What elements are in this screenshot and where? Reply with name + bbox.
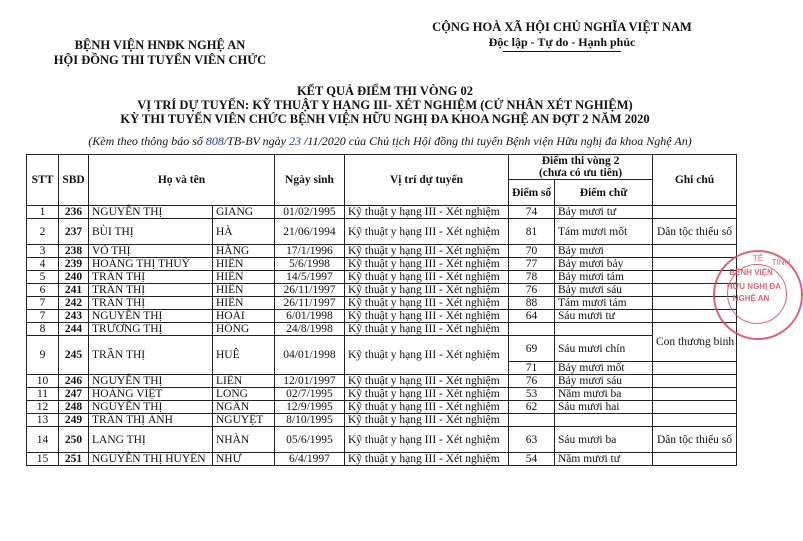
exam-title: KỲ THI TUYỂN VIÊN CHỨC BỆNH VIỆN HỮU NGHỊ ĐA KHOA NGHỆ AN ĐỢT 2 NĂM 2020 (120, 112, 650, 126)
seal-text-line2: HỮU NGHỊ ĐA (726, 282, 782, 291)
cell-last-name: NGUYỄN THỊ (89, 375, 213, 388)
cell-dob: 17/1/1996 (275, 245, 345, 258)
header-stt: STT (27, 155, 59, 206)
cell-score: 70 (509, 245, 555, 258)
seal-text-top-left: TẾ (752, 254, 764, 263)
cell-note (653, 453, 737, 466)
cell-dob: 24/8/1998 (275, 323, 345, 336)
cell-dob: 02/7/1995 (275, 388, 345, 401)
cell-last-name: TRƯƠNG THỊ (89, 323, 213, 336)
cell-position: Kỹ thuật y hạng III - Xét nghiệm (345, 427, 509, 453)
table-row (27, 245, 737, 258)
cell-last-name: NGUYỄN THỊ HUYỀN (89, 453, 213, 466)
cell-first-name: HẰNG (213, 245, 275, 258)
cell-score: 64 (509, 310, 555, 323)
cell-last-name: VÕ THỊ (89, 245, 213, 258)
table-row (27, 284, 737, 297)
cell-first-name: NHÀN (213, 427, 275, 453)
cell-sbd: 251 (59, 453, 89, 466)
cell-score-words: Sáu mươi chín (555, 336, 653, 362)
note-part-1: (Kèm theo thông báo số (88, 134, 206, 148)
organization-header (40, 38, 280, 68)
cell-stt: 2 (27, 219, 59, 245)
cell-sbd: 249 (59, 414, 89, 427)
results-table (26, 154, 737, 466)
cell-note (653, 375, 737, 388)
handwritten-day: 23 (289, 134, 302, 148)
cell-score-words: Bảy mươi mốt (555, 362, 653, 375)
cell-position: Kỹ thuật y hạng III - Xét nghiệm (345, 310, 509, 323)
council-name: HỘI ĐỒNG THI TUYỂN VIÊN CHỨC (53, 53, 267, 67)
cell-score (509, 414, 555, 427)
cell-position: Kỹ thuật y hạng III - Xét nghiệm (345, 271, 509, 284)
table-row (27, 427, 737, 453)
cell-note: Dân tộc thiểu số (653, 427, 737, 453)
cell-dob: 6/01/1998 (275, 310, 345, 323)
cell-score-words (555, 414, 653, 427)
cell-position: Kỹ thuật y hạng III - Xét nghiệm (345, 414, 509, 427)
cell-sbd: 241 (59, 284, 89, 297)
handwritten-number: 808 (205, 134, 224, 148)
cell-note (653, 362, 737, 375)
cell-score: 74 (509, 206, 555, 219)
table-row (27, 271, 737, 284)
table-row (27, 401, 737, 414)
cell-stt: 12 (27, 401, 59, 414)
cell-score: 88 (509, 297, 555, 310)
cell-stt: 4 (27, 258, 59, 271)
cell-note: Con thương binh (653, 323, 737, 362)
cell-last-name: HOÀNG VIỆT (89, 388, 213, 401)
cell-note (653, 401, 737, 414)
cell-dob: 5/6/1998 (275, 258, 345, 271)
cell-score-words: Sáu mươi hai (555, 401, 653, 414)
cell-last-name: NGUYỄN THỊ (89, 401, 213, 414)
cell-first-name: HIỀN (213, 271, 275, 284)
cell-first-name: NGÂN (213, 401, 275, 414)
cell-first-name: LONG (213, 388, 275, 401)
national-motto: Độc lập - Tự do - Hạnh phúc (488, 35, 636, 49)
cell-score: 54 (509, 453, 555, 466)
cell-last-name: LANG THỊ (89, 427, 213, 453)
cell-score: 62 (509, 401, 555, 414)
cell-score: 76 (509, 375, 555, 388)
cell-last-name: TRẦN THỊ (89, 297, 213, 310)
cell-stt: 5 (27, 271, 59, 284)
cell-sbd: 238 (59, 245, 89, 258)
cell-sbd: 247 (59, 388, 89, 401)
cell-first-name: HIỀN (213, 258, 275, 271)
table-row (27, 219, 737, 245)
cell-last-name: TRẦN THỊ (89, 284, 213, 297)
document-title: KẾT QUẢ ĐIỂM THI VÒNG 02 (296, 84, 474, 98)
table-row (27, 258, 737, 271)
header-position: Vị trí dự tuyển (345, 155, 509, 206)
cell-score-words: Tám mươi tám (555, 297, 653, 310)
header-score-number: Điểm số (509, 180, 555, 206)
cell-score-words: Bảy mươi sáu (555, 284, 653, 297)
cell-stt: 6 (27, 284, 59, 297)
cell-position: Kỹ thuật y hạng III - Xét nghiệm (345, 453, 509, 466)
country-name: CỘNG HOÀ XÃ HỘI CHỦ NGHĨA VIỆT NAM (432, 20, 692, 34)
cell-dob: 04/01/1998 (275, 336, 345, 375)
cell-last-name: TRẦN THỊ (89, 271, 213, 284)
cell-sbd: 237 (59, 219, 89, 245)
motto-underline (503, 51, 621, 52)
table-row (27, 336, 737, 362)
cell-sbd: 236 (59, 206, 89, 219)
header-sbd: SBD (59, 155, 89, 206)
cell-sbd: 245 (59, 336, 89, 375)
header-name: Họ và tên (89, 155, 275, 206)
header-note: Ghi chú (653, 155, 737, 206)
cell-first-name: HUÊ (213, 336, 275, 375)
cell-note: Dân tộc thiểu số (653, 219, 737, 245)
cell-last-name: NGUYỄN THỊ (89, 310, 213, 323)
cell-sbd: 248 (59, 401, 89, 414)
cell-dob: 01/02/1995 (275, 206, 345, 219)
cell-position: Kỹ thuật y hạng III - Xét nghiệm (345, 401, 509, 414)
national-header (392, 20, 732, 52)
cell-dob: 21/06/1994 (275, 219, 345, 245)
header-score-words: Điểm chữ (555, 180, 653, 206)
header-score-group (509, 155, 653, 180)
cell-stt: 3 (27, 245, 59, 258)
cell-stt: 15 (27, 453, 59, 466)
table-row (27, 453, 737, 466)
cell-stt: 13 (27, 414, 59, 427)
cell-score-words: Sáu mươi tư (555, 310, 653, 323)
cell-sbd: 240 (59, 271, 89, 284)
cell-position: Kỹ thuật y hạng III - Xét nghiệm (345, 323, 509, 336)
cell-first-name: NGUYỆT (213, 414, 275, 427)
cell-sbd: 243 (59, 310, 89, 323)
cell-stt: 9 (27, 336, 59, 375)
hospital-name: BỆNH VIỆN HNĐK NGHỆ AN (74, 38, 246, 52)
seal-text-line1: BỆNH VIỆN (729, 268, 773, 277)
cell-stt: 1 (27, 206, 59, 219)
reference-note (80, 134, 700, 149)
table-row (27, 323, 737, 336)
cell-score (509, 323, 555, 336)
cell-first-name: HIỀN (213, 297, 275, 310)
table-row (27, 310, 737, 323)
score-group-title: Điểm thi vòng 2 (541, 155, 620, 167)
seal-text-line3: NGHỆ AN (732, 294, 770, 303)
cell-dob: 8/10/1995 (275, 414, 345, 427)
cell-score-words: Sáu mươi ba (555, 427, 653, 453)
cell-score-words: Bảy mươi tư (555, 206, 653, 219)
note-part-2: /TB-BV ngày (223, 134, 290, 148)
cell-score-words: Bảy mươi bảy (555, 258, 653, 271)
cell-dob: 14/5/1997 (275, 271, 345, 284)
cell-dob: 26/11/1997 (275, 284, 345, 297)
note-part-3: /11/2020 của Chủ tịch Hội đồng thi tuyển Bệnh viện Hữu nghị đa khoa Nghệ An) (301, 134, 692, 148)
table-row (27, 388, 737, 401)
cell-position: Kỹ thuật y hạng III - Xét nghiệm (345, 375, 509, 388)
cell-score-words: Bảy mươi (555, 245, 653, 258)
cell-note (653, 414, 737, 427)
cell-score-words: Năm mươi ba (555, 388, 653, 401)
cell-stt: 7 (27, 297, 59, 310)
cell-dob: 26/11/1997 (275, 297, 345, 310)
cell-position: Kỹ thuật y hạng III - Xét nghiệm (345, 284, 509, 297)
cell-dob: 12/01/1997 (275, 375, 345, 388)
cell-last-name: TRẦN THỊ ÁNH (89, 414, 213, 427)
cell-score-words: Năm mươi tư (555, 453, 653, 466)
cell-first-name: GIANG (213, 206, 275, 219)
cell-sbd: 250 (59, 427, 89, 453)
cell-note (653, 206, 737, 219)
cell-position: Kỹ thuật y hạng III - Xét nghiệm (345, 297, 509, 310)
cell-stt: 14 (27, 427, 59, 453)
table-row (27, 206, 737, 219)
cell-score: 71 (509, 362, 555, 375)
cell-stt: 7 (27, 310, 59, 323)
cell-position: Kỹ thuật y hạng III - Xét nghiệm (345, 388, 509, 401)
cell-dob: 12/9/1995 (275, 401, 345, 414)
position-title: VỊ TRÍ DỰ TUYỂN: KỸ THUẬT Y HẠNG III- XÉT NGHIỆM (CỬ NHÂN XÉT NGHIỆM) (137, 98, 633, 112)
cell-first-name: LIÊN (213, 375, 275, 388)
official-seal (713, 250, 803, 340)
cell-sbd: 246 (59, 375, 89, 388)
cell-note (653, 388, 737, 401)
cell-note (653, 245, 737, 258)
cell-score-words: Bảy mươi sáu (555, 375, 653, 388)
cell-score-words: Bảy mươi tám (555, 271, 653, 284)
cell-last-name: NGUYỄN THỊ (89, 206, 213, 219)
cell-first-name: NHƯ (213, 453, 275, 466)
cell-score: 76 (509, 284, 555, 297)
cell-first-name: HÀ (213, 219, 275, 245)
table-row (27, 414, 737, 427)
cell-position: Kỹ thuật y hạng III - Xét nghiệm (345, 258, 509, 271)
cell-first-name: HOÀI (213, 310, 275, 323)
cell-score-words (555, 323, 653, 336)
cell-score: 81 (509, 219, 555, 245)
cell-score: 69 (509, 336, 555, 362)
table-row (27, 297, 737, 310)
score-group-subtitle: (chưa có ưu tiên) (538, 167, 623, 179)
seal-text-top-right: TỈNH (771, 258, 791, 267)
cell-stt: 10 (27, 375, 59, 388)
cell-score-words: Tám mươi mốt (555, 219, 653, 245)
cell-position: Kỹ thuật y hạng III - Xét nghiệm (345, 206, 509, 219)
cell-last-name: TRẦN THỊ (89, 336, 213, 375)
cell-stt: 11 (27, 388, 59, 401)
cell-score: 77 (509, 258, 555, 271)
cell-stt: 8 (27, 323, 59, 336)
cell-last-name: BÙI THỊ (89, 219, 213, 245)
cell-position: Kỹ thuật y hạng III - Xét nghiệm (345, 245, 509, 258)
cell-score: 63 (509, 427, 555, 453)
document-title-block (60, 84, 710, 126)
table-row (27, 375, 737, 388)
cell-position: Kỹ thuật y hạng III - Xét nghiệm (345, 336, 509, 375)
cell-dob: 05/6/1995 (275, 427, 345, 453)
header-dob: Ngày sinh (275, 155, 345, 206)
cell-score: 78 (509, 271, 555, 284)
cell-first-name: HỒNG (213, 323, 275, 336)
cell-score: 53 (509, 388, 555, 401)
cell-sbd: 244 (59, 323, 89, 336)
cell-dob: 6/4/1997 (275, 453, 345, 466)
cell-position: Kỹ thuật y hạng III - Xét nghiệm (345, 219, 509, 245)
cell-last-name: HOÀNG THỊ THUỶ (89, 258, 213, 271)
cell-sbd: 239 (59, 258, 89, 271)
cell-sbd: 242 (59, 297, 89, 310)
cell-first-name: HIỀN (213, 284, 275, 297)
